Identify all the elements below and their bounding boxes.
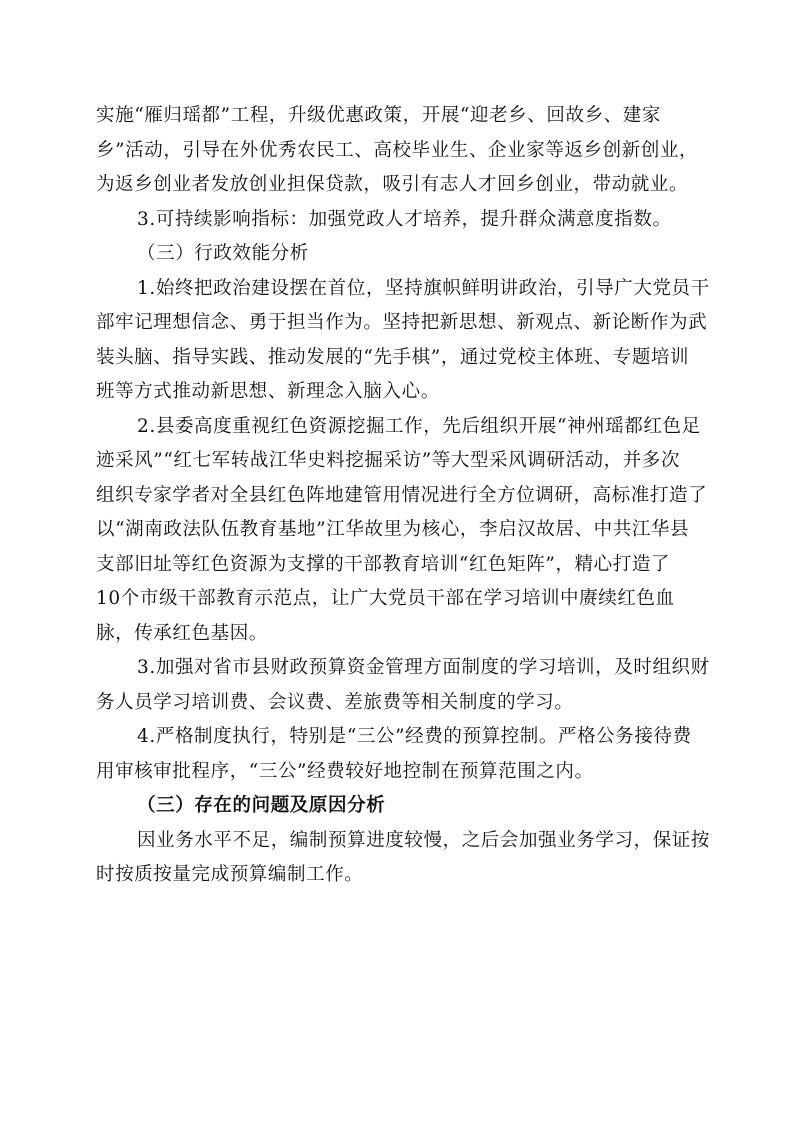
section-heading-problems-analysis: （三）存在的问题及原因分析 xyxy=(137,795,386,816)
text-line: 3.可持续影响指标：加强党政人才培养，提升群众满意度指数。 xyxy=(137,208,672,230)
paragraph-yangui-project xyxy=(96,99,707,203)
text-line: 脉，传承红色基因。 xyxy=(96,622,268,644)
section-heading-admin-efficiency: （三）行政效能分析 xyxy=(137,243,309,264)
text-line: 务人员学习培训费、会议费、差旅费等相关制度的学习。 xyxy=(96,691,574,713)
text-line: 为返乡创业者发放创业担保贷款，吸引有志人才回乡创业，带动就业。 xyxy=(96,174,689,195)
paragraph-political-building xyxy=(96,272,710,410)
text-line: 时按质按量完成预算编制工作。 xyxy=(96,864,364,885)
text-line: 4.严格制度执行，特别是“三公”经费的预算控制。严格公务接待费 xyxy=(137,726,692,747)
paragraph-sustainability-indicator xyxy=(96,203,707,238)
text-line: 班等方式推动新思想、新理念入脑入心。 xyxy=(96,381,440,402)
paragraph-problem-cause xyxy=(96,824,711,893)
text-line: 迹采风”“红七军转战江华史料挖掘采访”等大型采风调研活动，并多次 xyxy=(96,450,681,471)
paragraph-three-public-expenses xyxy=(96,720,707,789)
text-line: 乡”活动，引导在外优秀农民工、高校毕业生、企业家等返乡创新创业， xyxy=(96,139,699,161)
text-line: 组织专家学者对全县红色阵地建管用情况进行全方位调研，高标准打造了 xyxy=(96,484,708,506)
text-line: 因业务水平不足，编制预算进度较慢，之后会加强业务学习，保证按 xyxy=(137,829,711,851)
paragraph-red-resources xyxy=(96,410,707,652)
text-line: 1.始终把政治建设摆在首位，坚持旗帜鲜明讲政治，引导广大党员干 xyxy=(137,277,710,299)
text-line: 3.加强对省市县财政预算资金管理方面制度的学习培训，及时组织财 xyxy=(137,657,710,678)
text-line: 装头脑、指导实践、推动发展的“先手棋”，通过党校主体班、专题培训 xyxy=(96,346,690,368)
paragraph-budget-training xyxy=(96,651,710,720)
text-line: 10个市级干部教育示范点，让广大党员干部在学习培训中赓续红色血 xyxy=(96,588,675,609)
text-line: 用审核审批程序，“三公”经费较好地控制在预算范围之内。 xyxy=(96,760,594,782)
text-line: 部牢记理想信念、勇于担当作为。坚持把新思想、新观点、新论断作为武 xyxy=(96,312,708,333)
text-line: 2.县委高度重视红色资源挖掘工作，先后组织开展“神州瑶都红色足 xyxy=(137,415,701,437)
text-line: 以“湖南政法队伍教育基地”江华故里为核心，李启汉故居、中共江华县 xyxy=(96,519,690,540)
text-line: 支部旧址等红色资源为支撑的干部教育培训“红色矩阵”，精心打造了 xyxy=(96,553,671,575)
text-line: 实施“雁归瑶都”工程，升级优惠政策，开展“迎老乡、回故乡、建家 xyxy=(96,105,661,126)
